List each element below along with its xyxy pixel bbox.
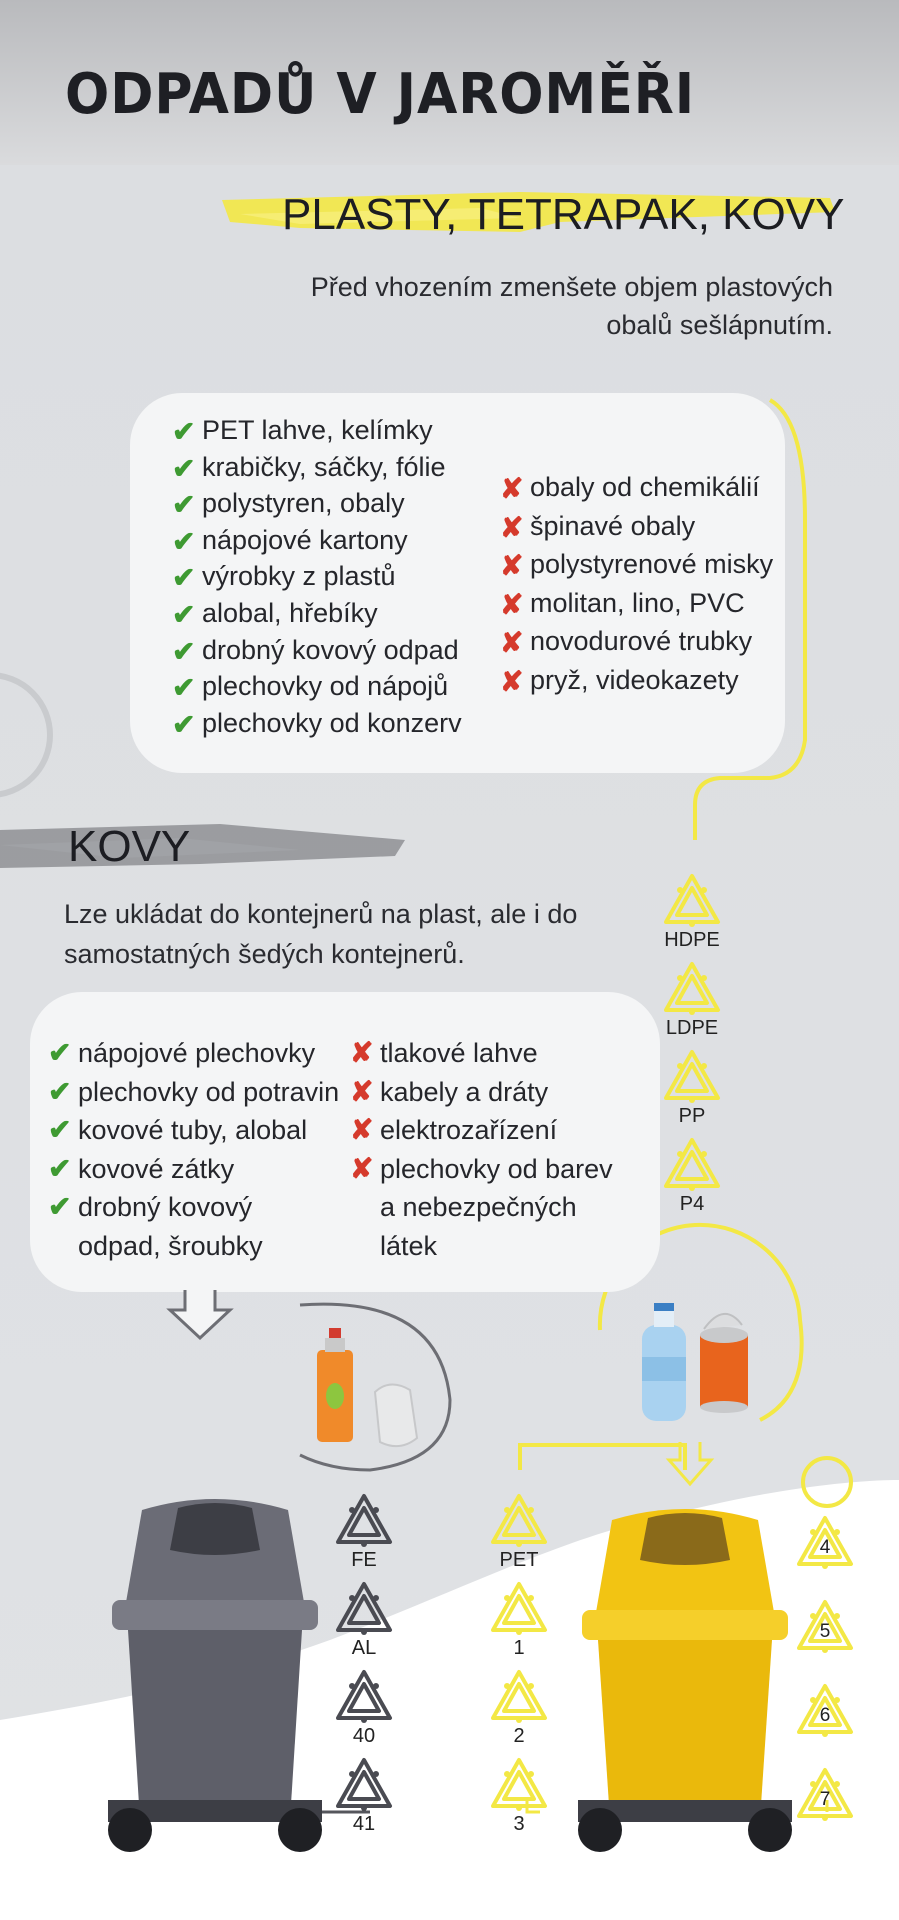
check-icon: ✔ xyxy=(48,1114,72,1146)
plastic-waste-illustration xyxy=(632,1295,762,1425)
recycle-code-label: 2 xyxy=(513,1725,525,1747)
kovy-note-line: Lze ukládat do kontejnerů na plast, ale i do xyxy=(64,899,578,929)
list-item: ✔ nápojové plechovky xyxy=(48,1034,339,1073)
yellow-bin-illustration xyxy=(570,1500,800,1870)
list-item: odpad, šroubky xyxy=(78,1230,263,1261)
list-item: ✔ drobný kovový odpad xyxy=(172,634,459,667)
recycle-code-label: PET xyxy=(499,1549,539,1571)
list-item: ✘ plechovky od barev xyxy=(350,1150,613,1189)
recycle-triangle-icon xyxy=(660,1134,724,1192)
recycle-triangle-icon xyxy=(793,1764,857,1822)
list-item: ✔ krabičky, sáčky, fólie xyxy=(172,451,446,484)
cross-icon: ✘ xyxy=(350,1075,374,1107)
recycle-code-label: LDPE xyxy=(665,1017,719,1039)
recycle-code-label: AL xyxy=(351,1637,377,1659)
recycle-code-label: 1 xyxy=(513,1637,525,1659)
page-title: ODPADŮ V JAROMĚŘI xyxy=(65,62,696,127)
section-heading-kovy: KOVY xyxy=(68,822,191,871)
recycle-triangle-icon xyxy=(487,1754,551,1812)
list-item: ✘ elektrozařízení xyxy=(350,1111,613,1150)
kovy-note-line: samostatných šedých kontejnerů. xyxy=(64,939,465,969)
plasty-note xyxy=(273,268,833,344)
recycle-triangle-icon xyxy=(660,1046,724,1104)
cross-icon: ✘ xyxy=(350,1037,374,1068)
recycle-triangle-icon xyxy=(793,1596,857,1654)
recycle-code-label: 7 xyxy=(819,1789,831,1810)
cross-icon: ✘ xyxy=(350,1152,374,1184)
plasty-allowed-list xyxy=(172,415,462,744)
recycle-symbol xyxy=(487,1578,551,1664)
metal-waste-illustration xyxy=(305,1320,445,1460)
list-item: ✔ kovové zátky xyxy=(48,1150,339,1189)
check-icon: ✔ xyxy=(172,489,196,521)
kovy-note xyxy=(64,894,624,974)
down-arrow-icon xyxy=(160,1288,240,1348)
list-item: ✔ plechovky od konzerv xyxy=(172,707,462,740)
recycle-symbol xyxy=(332,1490,396,1576)
list-item: ✔ plechovky od nápojů xyxy=(172,671,449,704)
list-item: ✔ nápojové kartony xyxy=(172,524,408,557)
kovy-allowed-list xyxy=(48,1034,339,1266)
recycle-code-label: 3 xyxy=(513,1813,525,1835)
list-item: ✘ molitan, lino, PVC xyxy=(500,587,745,620)
check-icon: ✔ xyxy=(48,1191,72,1223)
recycle-code-label: 5 xyxy=(819,1621,831,1642)
list-item: ✔ výrobky z plastů xyxy=(172,561,396,594)
recycle-symbol xyxy=(487,1490,551,1576)
recycle-symbol xyxy=(487,1666,551,1752)
cross-icon: ✘ xyxy=(500,627,524,659)
recycle-symbol xyxy=(332,1578,396,1664)
recycle-symbol xyxy=(332,1754,396,1840)
recycle-symbol xyxy=(332,1666,396,1752)
cross-icon: ✘ xyxy=(500,473,524,504)
list-item: ✘ tlakové lahve xyxy=(350,1034,613,1073)
recycle-triangle-icon xyxy=(332,1490,396,1548)
yellow-down-arrow-icon xyxy=(663,1440,717,1490)
recycle-symbol xyxy=(793,1680,857,1743)
recycle-symbol xyxy=(793,1764,857,1827)
list-item: ✔ alobal, hřebíky xyxy=(172,597,378,630)
list-item: ✘ obaly od chemikálií xyxy=(500,472,760,504)
list-item: látek xyxy=(380,1230,438,1261)
recycle-code-label: 41 xyxy=(352,1813,376,1835)
cross-icon: ✘ xyxy=(350,1114,374,1146)
recycle-code-label: 4 xyxy=(819,1537,831,1558)
recycle-code-label: FE xyxy=(351,1549,377,1571)
recycle-code-label: 6 xyxy=(819,1705,831,1726)
recycle-code-label: HDPE xyxy=(664,929,720,951)
list-item: ✘ kabely a dráty xyxy=(350,1073,613,1112)
recycle-code-label: 40 xyxy=(352,1725,376,1747)
check-icon: ✔ xyxy=(48,1075,72,1107)
recycle-triangle-icon xyxy=(487,1666,551,1724)
check-icon: ✔ xyxy=(172,416,196,447)
plasty-forbidden-list xyxy=(500,472,773,704)
list-item: ✔ polystyren, obaly xyxy=(172,488,405,521)
list-item: ✔ kovové tuby, alobal xyxy=(48,1111,339,1150)
check-icon: ✔ xyxy=(48,1152,72,1184)
list-item: ✘ špinavé obaly xyxy=(500,510,696,543)
recycle-code-label: PP xyxy=(678,1105,706,1127)
grey-bin-illustration xyxy=(100,1490,330,1860)
list-item: a nebezpečných xyxy=(380,1192,577,1223)
cross-icon: ✘ xyxy=(500,511,524,543)
recycle-triangle-icon xyxy=(332,1754,396,1812)
plasty-note-line: obalů sešlápnutím. xyxy=(606,310,833,340)
recycle-triangle-icon xyxy=(332,1666,396,1724)
recycle-triangle-icon xyxy=(793,1512,857,1570)
list-item: ✔ PET lahve, kelímky xyxy=(172,415,433,447)
check-icon: ✔ xyxy=(172,562,196,594)
recycle-triangle-icon xyxy=(487,1578,551,1636)
recycle-triangle-icon xyxy=(487,1490,551,1548)
plasty-note-line: Před vhozením zmenšete objem plastových xyxy=(310,272,833,302)
check-icon: ✔ xyxy=(172,598,196,630)
cross-icon: ✘ xyxy=(500,665,524,697)
section-heading-plasty: PLASTY, TETRAPAK, KOVY xyxy=(282,190,845,239)
recycle-triangle-icon xyxy=(332,1578,396,1636)
list-item: ✔ drobný kovový xyxy=(48,1188,339,1227)
check-icon: ✔ xyxy=(172,708,196,740)
kovy-forbidden-list xyxy=(350,1034,613,1266)
check-icon: ✔ xyxy=(172,452,196,484)
cross-icon: ✘ xyxy=(500,550,524,582)
list-item: ✘ pryž, videokazety xyxy=(500,664,739,697)
recycle-symbol xyxy=(660,1134,724,1220)
recycle-symbol xyxy=(793,1596,857,1659)
recycle-triangle-icon xyxy=(660,870,724,928)
list-item: ✘ polystyrenové misky xyxy=(500,549,774,582)
check-icon: ✔ xyxy=(172,525,196,557)
cross-icon: ✘ xyxy=(500,588,524,620)
list-item: ✔ plechovky od potravin xyxy=(48,1073,339,1112)
check-icon: ✔ xyxy=(172,635,196,667)
recycle-code-label: P4 xyxy=(679,1193,705,1215)
check-icon: ✔ xyxy=(48,1037,72,1068)
recycle-triangle-icon xyxy=(660,958,724,1016)
recycle-symbol xyxy=(660,1046,724,1132)
list-item: ✘ novodurové trubky xyxy=(500,626,753,659)
recycle-symbol xyxy=(793,1512,857,1575)
recycle-symbol xyxy=(487,1754,551,1840)
recycle-triangle-icon xyxy=(793,1680,857,1738)
check-icon: ✔ xyxy=(172,672,196,704)
recycle-symbol xyxy=(660,870,724,956)
recycle-symbol xyxy=(660,958,724,1044)
